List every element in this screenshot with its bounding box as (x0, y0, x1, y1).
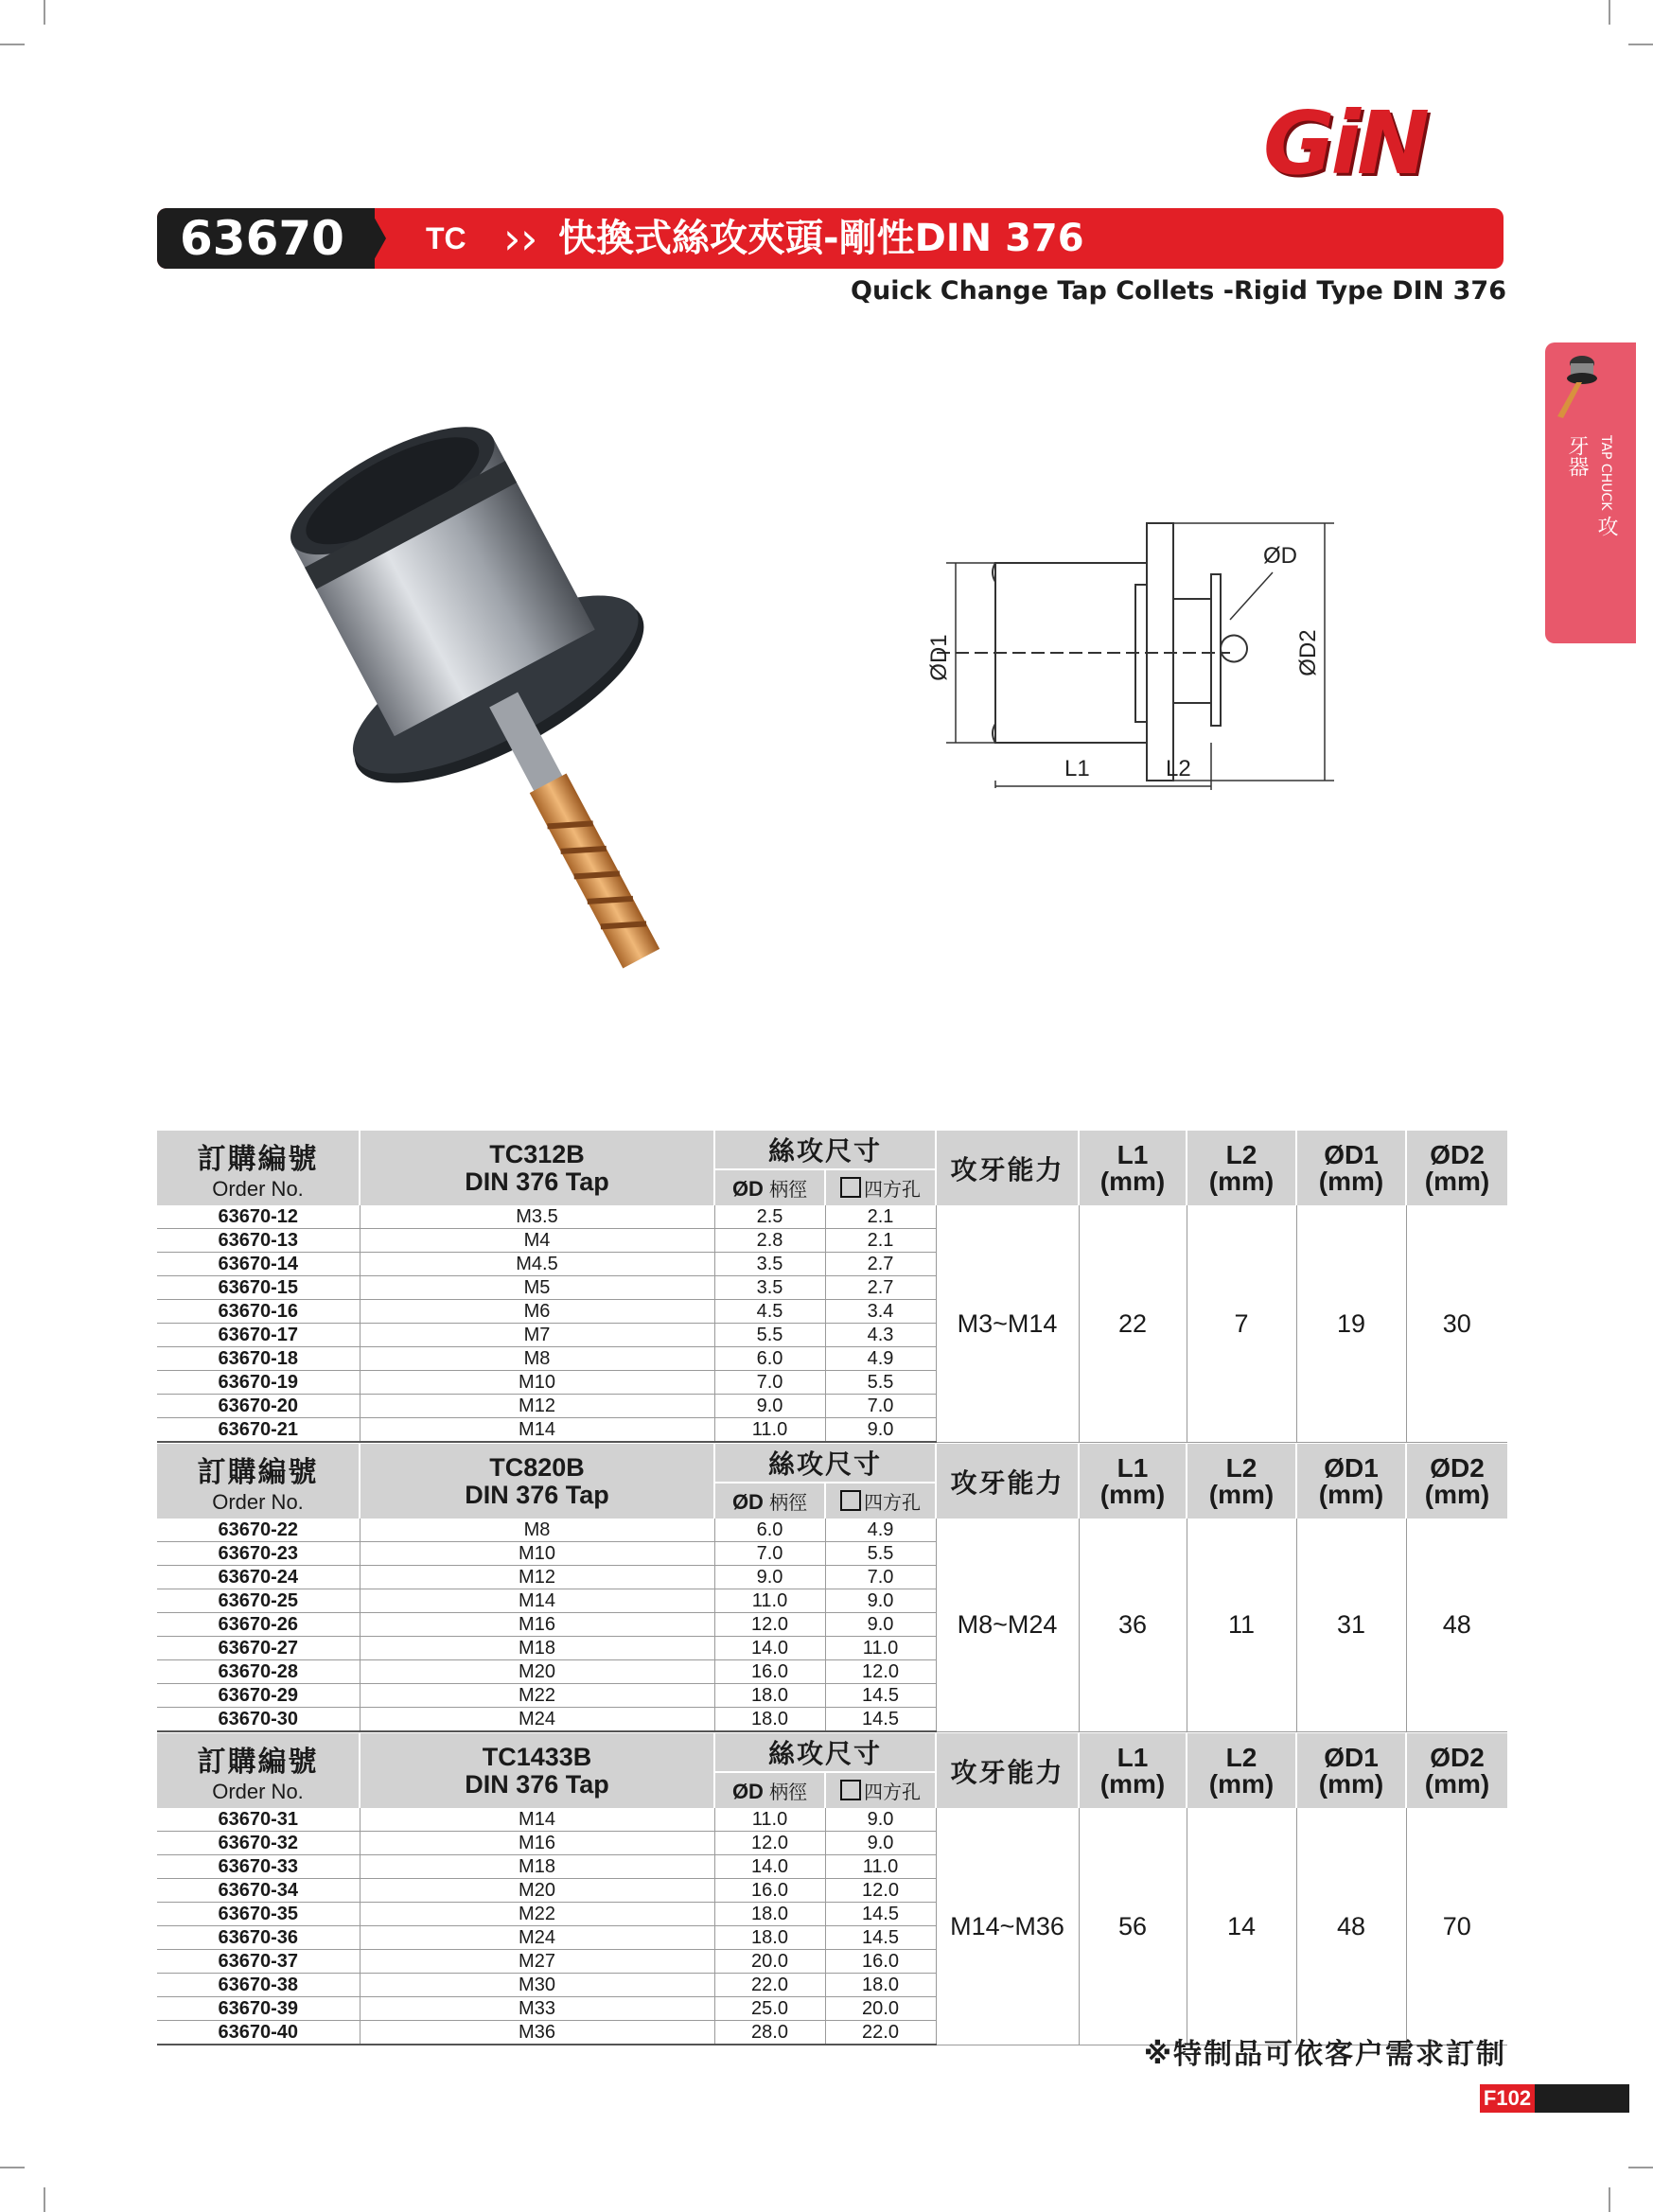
header-l2: L2 (mm) (1187, 1444, 1296, 1519)
cell-order: 63670-33 (157, 1855, 360, 1879)
cell-sq: 22.0 (825, 2021, 936, 2045)
cell-sq: 14.5 (825, 1708, 936, 1732)
cell-tap: M6 (360, 1300, 714, 1324)
cell-d1: 48 (1296, 1808, 1406, 2045)
series-code: TC (426, 221, 466, 255)
cell-order: 63670-23 (157, 1542, 360, 1566)
logo-text: GiN (1263, 93, 1427, 194)
crop-mark (1628, 2167, 1653, 2168)
cell-sq: 2.1 (825, 1205, 936, 1229)
cell-d: 11.0 (714, 1589, 825, 1613)
cell-tap: M4.5 (360, 1253, 714, 1276)
cell-order: 63670-38 (157, 1974, 360, 1997)
cell-l1: 56 (1079, 1808, 1187, 2045)
cell-sq: 7.0 (825, 1395, 936, 1418)
cell-sq: 14.5 (825, 1903, 936, 1926)
cell-d: 12.0 (714, 1613, 825, 1637)
cell-order: 63670-24 (157, 1566, 360, 1589)
cell-order: 63670-34 (157, 1879, 360, 1903)
cell-d: 16.0 (714, 1879, 825, 1903)
header-square: 四方孔 (825, 1483, 936, 1519)
cell-tap: M8 (360, 1347, 714, 1371)
crop-mark (44, 2187, 45, 2212)
cell-sq: 2.1 (825, 1229, 936, 1253)
cell-d: 11.0 (714, 1808, 825, 1832)
cell-sq: 3.4 (825, 1300, 936, 1324)
cell-sq: 4.3 (825, 1324, 936, 1347)
section-tab-label-cn: 攻牙器 (1565, 435, 1618, 537)
brand-logo (1263, 93, 1507, 194)
cell-d: 20.0 (714, 1950, 825, 1974)
cell-d: 3.5 (714, 1276, 825, 1300)
cell-tap: M5 (360, 1276, 714, 1300)
model-number: 63670 (180, 211, 344, 266)
cell-l1: 22 (1079, 1205, 1187, 1442)
cell-d: 5.5 (714, 1324, 825, 1347)
table-row (157, 1205, 1507, 1229)
cell-d: 18.0 (714, 1926, 825, 1950)
header-d2: ØD2 (mm) (1406, 1131, 1507, 1205)
cell-tap: M14 (360, 1589, 714, 1613)
section-tab-label (1555, 435, 1621, 539)
cell-order: 63670-14 (157, 1253, 360, 1276)
cell-l1: 36 (1079, 1519, 1187, 1731)
cell-tap: M10 (360, 1371, 714, 1395)
cell-sq: 14.5 (825, 1684, 936, 1708)
crop-mark (0, 44, 25, 45)
cell-capacity: M3~M14 (936, 1205, 1079, 1442)
cell-d: 22.0 (714, 1974, 825, 1997)
cell-order: 63670-13 (157, 1229, 360, 1253)
cell-tap: M12 (360, 1395, 714, 1418)
header-d1: ØD1 (mm) (1296, 1131, 1406, 1205)
header-d2: ØD2 (mm) (1406, 1733, 1507, 1808)
cell-l2: 11 (1187, 1519, 1296, 1731)
crop-mark (44, 0, 45, 25)
tap-chuck-icon (1548, 350, 1601, 426)
page-title: 快換式絲攻夾頭-剛性DIN 376 (558, 217, 1084, 260)
header-d1: ØD1 (mm) (1296, 1733, 1406, 1808)
header-order: 訂購編號 Order No. (157, 1131, 360, 1205)
cell-tap: M20 (360, 1879, 714, 1903)
model-arrow (369, 208, 386, 269)
cell-order: 63670-27 (157, 1637, 360, 1660)
cell-sq: 4.9 (825, 1347, 936, 1371)
header-l1: L1 (mm) (1079, 1131, 1187, 1205)
cell-order: 63670-16 (157, 1300, 360, 1324)
crop-mark (0, 2167, 25, 2168)
cell-tap: M22 (360, 1684, 714, 1708)
cell-sq: 9.0 (825, 1808, 936, 1832)
cell-tap: M33 (360, 1997, 714, 2021)
cell-l2: 7 (1187, 1205, 1296, 1442)
cell-order: 63670-30 (157, 1708, 360, 1732)
page-subtitle: Quick Change Tap Collets -Rigid Type DIN 376 (851, 276, 1506, 306)
cell-l2: 14 (1187, 1808, 1296, 2045)
cell-d: 18.0 (714, 1903, 825, 1926)
cell-tap: M4 (360, 1229, 714, 1253)
cell-d: 9.0 (714, 1566, 825, 1589)
cell-sq: 18.0 (825, 1974, 936, 1997)
header-l2: L2 (mm) (1187, 1733, 1296, 1808)
custom-order-note: ※特制品可依客户需求訂制 (1143, 2038, 1506, 2071)
header-square: 四方孔 (825, 1169, 936, 1205)
header-order: 訂購編號 Order No. (157, 1733, 360, 1808)
cell-tap: M10 (360, 1542, 714, 1566)
cell-sq: 11.0 (825, 1855, 936, 1879)
cell-sq: 5.5 (825, 1371, 936, 1395)
square-icon (840, 1780, 861, 1800)
cell-tap: M30 (360, 1974, 714, 1997)
cell-sq: 9.0 (825, 1589, 936, 1613)
cell-tap: M24 (360, 1708, 714, 1732)
cell-sq: 4.9 (825, 1519, 936, 1542)
cell-d1: 19 (1296, 1205, 1406, 1442)
header-shank-dia: ØD 柄徑 (714, 1169, 825, 1205)
product-photo (255, 397, 823, 1003)
cell-sq: 12.0 (825, 1879, 936, 1903)
header-tap-size: 絲攻尺寸 (714, 1733, 936, 1772)
spec-table-tc1433b (157, 1733, 1507, 2045)
cell-d: 18.0 (714, 1708, 825, 1732)
cell-sq: 14.5 (825, 1926, 936, 1950)
header-order: 訂購編號 Order No. (157, 1444, 360, 1519)
cell-order: 63670-40 (157, 2021, 360, 2045)
header-shank-dia: ØD 柄徑 (714, 1772, 825, 1808)
header-l1: L1 (mm) (1079, 1733, 1187, 1808)
cell-d1: 31 (1296, 1519, 1406, 1731)
cell-capacity: M14~M36 (936, 1808, 1079, 2045)
section-tab-label-en: TAP CHUCK (1598, 435, 1613, 511)
cell-order: 63670-15 (157, 1276, 360, 1300)
header-d1: ØD1 (mm) (1296, 1444, 1406, 1519)
header-l2: L2 (mm) (1187, 1131, 1296, 1205)
cell-d: 14.0 (714, 1637, 825, 1660)
cell-sq: 2.7 (825, 1253, 936, 1276)
chevron-right-icon: › (520, 213, 538, 264)
header-square: 四方孔 (825, 1772, 936, 1808)
cell-d2: 48 (1406, 1519, 1507, 1731)
header-capacity: 攻牙能力 (936, 1444, 1079, 1519)
cell-d: 16.0 (714, 1660, 825, 1684)
label-l1: L1 (1064, 756, 1090, 781)
cell-order: 63670-21 (157, 1418, 360, 1443)
dimension-drawing (908, 506, 1363, 809)
crop-mark (1609, 2187, 1610, 2212)
cell-tap: M27 (360, 1950, 714, 1974)
cell-sq: 9.0 (825, 1613, 936, 1637)
cell-tap: M18 (360, 1637, 714, 1660)
cell-tap: M14 (360, 1418, 714, 1443)
cell-d: 18.0 (714, 1684, 825, 1708)
cell-tap: M20 (360, 1660, 714, 1684)
header-shank-dia: ØD 柄徑 (714, 1483, 825, 1519)
cell-order: 63670-25 (157, 1589, 360, 1613)
cell-sq: 5.5 (825, 1542, 936, 1566)
label-d: ØD (1263, 543, 1297, 569)
cell-capacity: M8~M24 (936, 1519, 1079, 1731)
cell-tap: M8 (360, 1519, 714, 1542)
cell-tap: M22 (360, 1903, 714, 1926)
cell-d: 11.0 (714, 1418, 825, 1443)
cell-d: 6.0 (714, 1519, 825, 1542)
cell-d: 4.5 (714, 1300, 825, 1324)
cell-tap: M36 (360, 2021, 714, 2045)
cell-sq: 2.7 (825, 1276, 936, 1300)
cell-d: 2.5 (714, 1205, 825, 1229)
cell-d: 9.0 (714, 1395, 825, 1418)
cell-d: 12.0 (714, 1832, 825, 1855)
crop-mark (1609, 0, 1610, 25)
label-d1: ØD1 (926, 634, 952, 681)
cell-tap: M7 (360, 1324, 714, 1347)
table-row (157, 1808, 1507, 1832)
cell-tap: M16 (360, 1832, 714, 1855)
spec-table-tc312b (157, 1131, 1507, 1443)
square-icon (840, 1177, 861, 1198)
cell-order: 63670-18 (157, 1347, 360, 1371)
header-d2: ØD2 (mm) (1406, 1444, 1507, 1519)
label-l2: L2 (1166, 756, 1191, 781)
cell-order: 63670-35 (157, 1903, 360, 1926)
cell-order: 63670-32 (157, 1832, 360, 1855)
header-l1: L1 (mm) (1079, 1444, 1187, 1519)
cell-d: 6.0 (714, 1347, 825, 1371)
cell-tap: M3.5 (360, 1205, 714, 1229)
cell-sq: 9.0 (825, 1832, 936, 1855)
square-icon (840, 1490, 861, 1511)
header-capacity: 攻牙能力 (936, 1131, 1079, 1205)
cell-tap: M16 (360, 1613, 714, 1637)
cell-order: 63670-29 (157, 1684, 360, 1708)
cell-tap: M12 (360, 1566, 714, 1589)
cell-d: 28.0 (714, 2021, 825, 2045)
header-model: TC1433B DIN 376 Tap (360, 1733, 714, 1808)
header-model: TC820B DIN 376 Tap (360, 1444, 714, 1519)
cell-order: 63670-12 (157, 1205, 360, 1229)
cell-d: 3.5 (714, 1253, 825, 1276)
cell-d: 2.8 (714, 1229, 825, 1253)
cell-sq: 20.0 (825, 1997, 936, 2021)
cell-d2: 70 (1406, 1808, 1507, 2045)
page-number: F102 (1480, 2084, 1535, 2113)
cell-sq: 9.0 (825, 1418, 936, 1443)
header-tap-size: 絲攻尺寸 (714, 1444, 936, 1483)
cell-tap: M24 (360, 1926, 714, 1950)
cell-order: 63670-28 (157, 1660, 360, 1684)
cell-order: 63670-37 (157, 1950, 360, 1974)
cell-sq: 7.0 (825, 1566, 936, 1589)
header-capacity: 攻牙能力 (936, 1733, 1079, 1808)
cell-order: 63670-39 (157, 1997, 360, 2021)
spec-table-tc820b (157, 1444, 1507, 1732)
cell-order: 63670-31 (157, 1808, 360, 1832)
header-model: TC312B DIN 376 Tap (360, 1131, 714, 1205)
cell-order: 63670-20 (157, 1395, 360, 1418)
crop-mark (1628, 44, 1653, 45)
cell-order: 63670-22 (157, 1519, 360, 1542)
header-tap-size: 絲攻尺寸 (714, 1131, 936, 1169)
label-d2: ØD2 (1295, 629, 1321, 676)
cell-order: 63670-19 (157, 1371, 360, 1395)
cell-order: 63670-26 (157, 1613, 360, 1637)
cell-sq: 11.0 (825, 1637, 936, 1660)
cell-sq: 16.0 (825, 1950, 936, 1974)
cell-tap: M18 (360, 1855, 714, 1879)
page-number-bar (1535, 2084, 1629, 2113)
cell-d: 7.0 (714, 1371, 825, 1395)
cell-d: 7.0 (714, 1542, 825, 1566)
cell-d: 14.0 (714, 1855, 825, 1879)
cell-tap: M14 (360, 1808, 714, 1832)
cell-d: 25.0 (714, 1997, 825, 2021)
cell-order: 63670-17 (157, 1324, 360, 1347)
cell-d2: 30 (1406, 1205, 1507, 1442)
table-row (157, 1519, 1507, 1542)
cell-order: 63670-36 (157, 1926, 360, 1950)
cell-sq: 12.0 (825, 1660, 936, 1684)
chevron-right-icon: › (503, 213, 521, 264)
